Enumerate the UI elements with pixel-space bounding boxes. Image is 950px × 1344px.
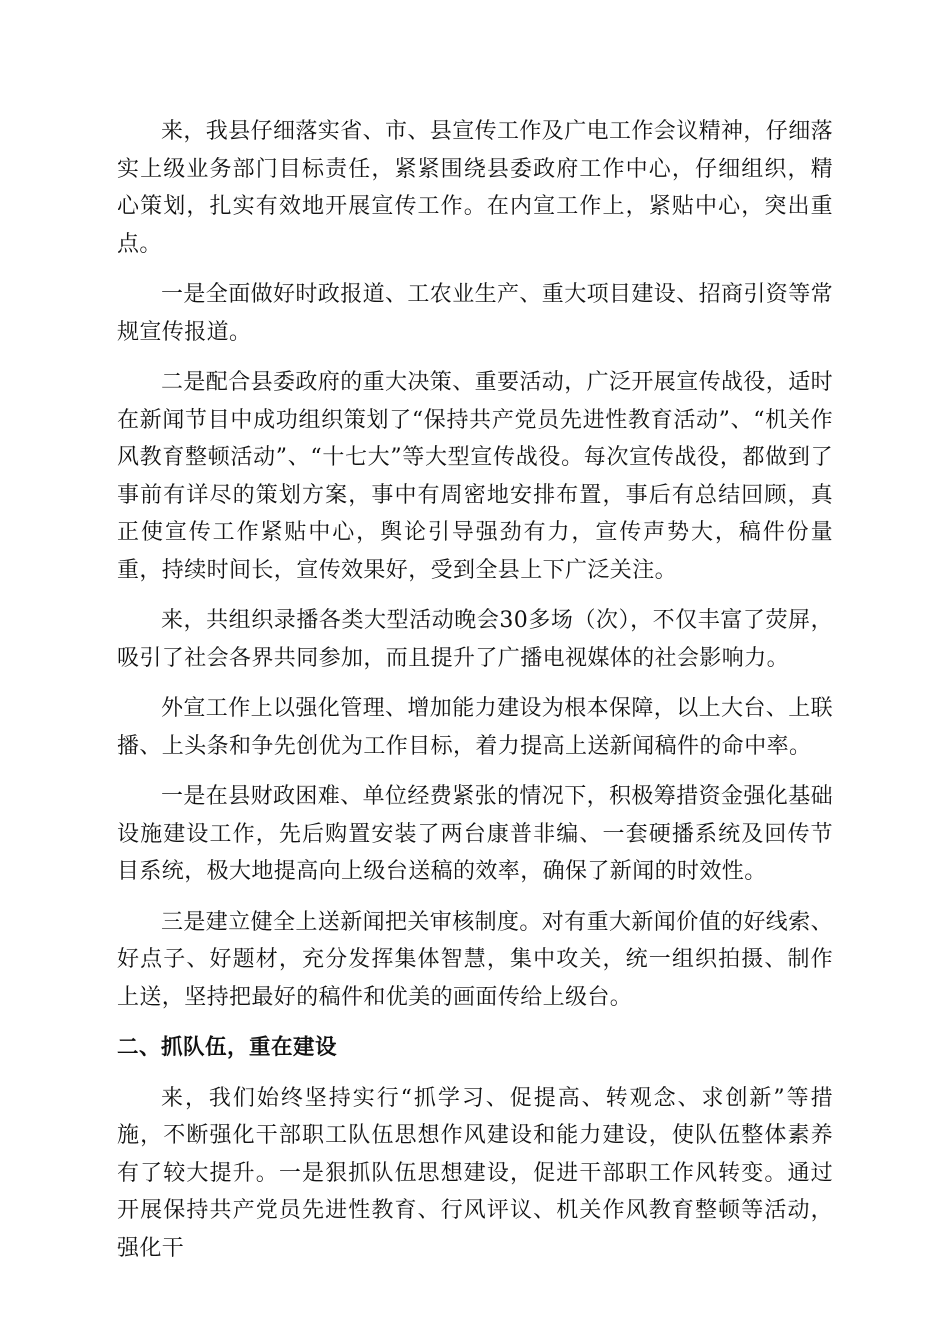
paragraph-external-publicity: 外宣工作上以强化管理、增加能力建设为根本保障，以上大台、上联播、上头条和争先创优为工作目标，着力提高上送新闻稿件的命中率。 bbox=[117, 696, 834, 759]
paragraph-point-two: 二是配合县委政府的重大决策、重要活动，广泛开展宣传战役，适时在新闻节目中成功组织策划了“保持共产党员先进性教育活动”、“机关作风教育整顿活动”、“十七大”等大型宣传战役。每次宣传战役，都做到了事前有详尽的策划方案，事中有周密地安排布置，事后有总结回顾，真正使宣传工作紧贴中心，舆论引导强劲有力，宣传声势大，稿件份量重，持续时间长，宣传效果好，受到全县上下广泛关注。 bbox=[117, 370, 834, 583]
paragraph-point-one: 一是全面做好时政报道、工农业生产、重大项目建设、招商引资等常规宣传报道。 bbox=[117, 282, 834, 345]
section-heading: 二、抓队伍，重在建设 bbox=[117, 1035, 338, 1060]
document-body bbox=[117, 113, 833, 1280]
paragraph-infrastructure: 一是在县财政困难、单位经费紧张的情况下，积极筹措资金强化基础设施建设工作，先后购置安装了两台康普非编、一套硬播系统及回传节目系统，极大地提高向上级台送稿的效率，确保了新闻的时效性。 bbox=[117, 784, 834, 884]
paragraph-review-system: 三是建立健全上送新闻把关审核制度。对有重大新闻价值的好线索、好点子、好题材，充分发挥集体智慧，集中攻关，统一组织拍摄、制作上送，坚持把最好的稿件和优美的画面传给上级台。 bbox=[117, 909, 834, 1010]
paragraph-team-building: 来，我们始终坚持实行“抓学习、促提高、转观念、求创新”等措施，不断强化干部职工队伍思想作风建设和能力建设，使队伍整体素养有了较大提升。一是狠抓队伍思想建设，促进干部职工作风转变。通过开展保持共产党员先进性教育、行风评议、机关作风教育整顿等活动，强化干 bbox=[117, 1085, 833, 1261]
paragraph-events: 来，共组织录播各类大型活动晚会30多场（次），不仅丰富了荧屏，吸引了社会各界共同参加，而且提升了广播电视媒体的社会影响力。 bbox=[117, 608, 833, 671]
paragraph-intro: 来，我县仔细落实省、市、县宣传工作及广电工作会议精神，仔细落实上级业务部门目标责任，紧紧围绕县委政府工作中心，仔细组织，精心策划，扎实有效地开展宣传工作。在内宣工作上，紧贴中心，突出重点。 bbox=[117, 119, 834, 257]
